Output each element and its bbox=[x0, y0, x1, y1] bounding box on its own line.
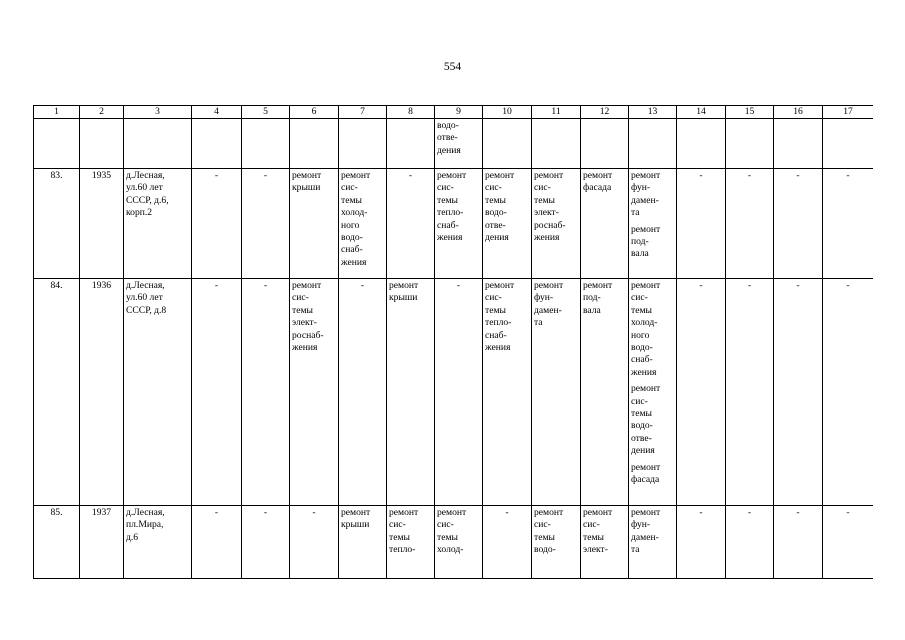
table-cell bbox=[532, 119, 581, 169]
column-number: 7 bbox=[339, 106, 387, 119]
cell-text-line: под- bbox=[583, 292, 601, 304]
table-cell bbox=[726, 506, 774, 579]
cell-text-line: элект- bbox=[534, 207, 559, 219]
cell-text-line: сис- bbox=[631, 292, 648, 304]
column-number: 10 bbox=[483, 106, 532, 119]
column-number: 9 bbox=[435, 106, 483, 119]
table-row bbox=[34, 506, 874, 579]
cell-text-line: темы bbox=[631, 408, 652, 420]
cell-text-line: отве- bbox=[485, 219, 506, 231]
cell-text-line: ул.60 лет bbox=[126, 182, 163, 194]
cell-text-block bbox=[36, 280, 77, 292]
cell-text-line: тепло- bbox=[389, 544, 416, 556]
cell-text-line: сис- bbox=[292, 292, 309, 304]
cell-text-block bbox=[728, 170, 771, 182]
table-cell bbox=[387, 279, 435, 506]
table-cell bbox=[339, 279, 387, 506]
cell-text-line: темы bbox=[437, 531, 458, 543]
cell-text-block bbox=[825, 280, 871, 292]
cell-text-line: водо- bbox=[631, 420, 653, 432]
page-number: 554 bbox=[443, 61, 462, 73]
cell-text-line: та bbox=[631, 544, 640, 556]
cell-text-line: д.6 bbox=[126, 531, 139, 543]
table-cell bbox=[339, 119, 387, 169]
cell-text-line: темы bbox=[485, 194, 506, 206]
cell-text-line: водо- bbox=[485, 207, 507, 219]
table-cell bbox=[629, 279, 677, 506]
table-cell bbox=[629, 169, 677, 279]
cell-text-line: снаб- bbox=[631, 354, 653, 366]
table-cell bbox=[435, 169, 483, 279]
cell-text-line: жения bbox=[341, 256, 367, 268]
cell-text-block bbox=[292, 170, 336, 195]
table-cell bbox=[34, 169, 80, 279]
table-cell bbox=[677, 506, 726, 579]
cell-text-line: ремонт bbox=[292, 280, 322, 291]
cell-text-line: ремонт bbox=[341, 507, 371, 518]
table-cell bbox=[339, 169, 387, 279]
cell-text-line: сис- bbox=[437, 182, 454, 194]
cell-text-block bbox=[583, 280, 626, 317]
table-cell bbox=[80, 279, 124, 506]
cell-text-line: - bbox=[214, 280, 219, 291]
table-cell bbox=[581, 169, 629, 279]
table-cell bbox=[823, 506, 874, 579]
cell-text-block bbox=[244, 170, 287, 182]
cell-text-block bbox=[341, 507, 384, 532]
cell-text-line: отве- bbox=[631, 432, 652, 444]
cell-text-block bbox=[631, 462, 674, 487]
cell-text-line: 84. bbox=[50, 280, 63, 291]
cell-text-block bbox=[126, 280, 189, 317]
cell-text-line: - bbox=[796, 280, 800, 291]
cell-text-line: отве- bbox=[437, 132, 458, 144]
cell-text-block bbox=[631, 170, 674, 220]
cell-text-line: - bbox=[796, 170, 800, 181]
table-cell bbox=[435, 506, 483, 579]
table-cell bbox=[532, 169, 581, 279]
table-cell bbox=[242, 119, 290, 169]
cell-text-line: ного bbox=[631, 329, 650, 341]
cell-text-line: д.Лесная, bbox=[126, 170, 165, 181]
cell-text-line: СССР, д.6, bbox=[126, 194, 169, 206]
cell-text-line: холод- bbox=[437, 544, 464, 556]
cell-text-line: темы bbox=[631, 304, 652, 316]
cell-text-line: роснаб- bbox=[534, 219, 566, 231]
table-cell bbox=[483, 169, 532, 279]
table-cell bbox=[387, 169, 435, 279]
cell-text-block bbox=[36, 507, 77, 519]
cell-text-line: ремонт bbox=[631, 280, 661, 291]
cell-text-line: ремонт bbox=[341, 170, 371, 181]
cell-text-line: ремонт bbox=[437, 170, 467, 181]
table-cell bbox=[532, 279, 581, 506]
cell-text-block bbox=[485, 507, 529, 519]
cell-text-block bbox=[126, 170, 189, 220]
table-cell bbox=[774, 169, 823, 279]
cell-text-line: жения bbox=[437, 232, 463, 244]
cell-text-line: фун- bbox=[631, 182, 651, 194]
cell-text-line: фун- bbox=[534, 292, 554, 304]
table-row bbox=[34, 279, 874, 506]
cell-text-line: ремонт bbox=[583, 507, 613, 518]
table-cell bbox=[34, 119, 80, 169]
cell-text-line: жения bbox=[485, 342, 511, 354]
table-cell bbox=[242, 279, 290, 506]
column-number: 5 bbox=[242, 106, 290, 119]
cell-text-line: водо- bbox=[534, 544, 556, 556]
cell-text-line: - bbox=[846, 280, 850, 291]
cell-text-line: дамен- bbox=[631, 531, 659, 543]
table-cell bbox=[483, 119, 532, 169]
cell-text-line: снаб- bbox=[341, 244, 363, 256]
cell-text-block bbox=[825, 507, 871, 519]
cell-text-line: сис- bbox=[437, 519, 454, 531]
cell-text-line: корп.2 bbox=[126, 207, 153, 219]
cell-text-line: дения bbox=[485, 232, 509, 244]
cell-text-line: ремонт bbox=[389, 280, 419, 291]
cell-text-line: ремонт bbox=[437, 507, 467, 518]
table-cell bbox=[483, 506, 532, 579]
column-number: 1 bbox=[34, 106, 80, 119]
table-cell bbox=[774, 506, 823, 579]
column-number: 2 bbox=[80, 106, 124, 119]
cell-text-block bbox=[341, 170, 384, 269]
cell-text-line: ремонт bbox=[534, 507, 564, 518]
cell-text-line: ремонт bbox=[631, 170, 661, 181]
table-cell bbox=[192, 506, 242, 579]
table-cell bbox=[290, 169, 339, 279]
cell-text-line: - bbox=[263, 170, 268, 181]
cell-text-block bbox=[389, 280, 432, 305]
cell-text-line: холод- bbox=[341, 207, 368, 219]
column-number: 12 bbox=[581, 106, 629, 119]
table-cell bbox=[483, 279, 532, 506]
column-number: 11 bbox=[532, 106, 581, 119]
cell-text-line: элект- bbox=[583, 544, 608, 556]
table-cell bbox=[581, 506, 629, 579]
cell-text-line: - bbox=[263, 280, 268, 291]
cell-text-block bbox=[437, 170, 480, 244]
table-cell bbox=[124, 119, 192, 169]
cell-text-line: - bbox=[505, 507, 509, 518]
cell-text-line: дения bbox=[631, 445, 655, 457]
cell-text-block bbox=[292, 507, 336, 519]
cell-text-block bbox=[244, 507, 287, 519]
cell-text-line: дамен- bbox=[534, 304, 562, 316]
cell-text-block bbox=[679, 280, 723, 292]
table-row bbox=[34, 119, 874, 169]
cell-text-line: ремонт bbox=[292, 170, 322, 181]
table-cell bbox=[192, 119, 242, 169]
table-cell bbox=[532, 506, 581, 579]
cell-text-block bbox=[194, 280, 239, 292]
cell-text-line: - bbox=[214, 170, 219, 181]
cell-text-line: сис- bbox=[583, 519, 600, 531]
cell-text-line: - bbox=[263, 507, 268, 518]
table-cell bbox=[726, 279, 774, 506]
cell-text-line: водо- bbox=[341, 232, 363, 244]
table-cell bbox=[80, 169, 124, 279]
cell-text-block bbox=[82, 280, 121, 292]
repair-schedule-table bbox=[33, 105, 873, 579]
table-cell bbox=[677, 169, 726, 279]
cell-text-line: ремонт bbox=[583, 170, 613, 181]
cell-text-block bbox=[631, 224, 674, 261]
cell-text-line: ремонт bbox=[631, 383, 661, 395]
cell-text-line: ул.60 лет bbox=[126, 292, 163, 304]
cell-text-line: ного bbox=[341, 219, 360, 231]
cell-text-line: дамен- bbox=[631, 194, 659, 206]
cell-text-block bbox=[679, 507, 723, 519]
cell-text-line: ремонт bbox=[534, 280, 564, 291]
table-cell bbox=[192, 279, 242, 506]
cell-text-line: - bbox=[312, 507, 316, 518]
table-cell bbox=[677, 279, 726, 506]
cell-text-block bbox=[631, 507, 674, 557]
table-cell bbox=[823, 279, 874, 506]
cell-text-block bbox=[534, 280, 578, 330]
cell-text-line: крыши bbox=[389, 292, 418, 304]
cell-text-line: - bbox=[699, 280, 703, 291]
cell-text-line: вала bbox=[631, 248, 649, 260]
cell-text-line: фасада bbox=[631, 474, 660, 486]
cell-text-block bbox=[437, 507, 480, 557]
cell-text-block bbox=[244, 280, 287, 292]
table-cell bbox=[629, 119, 677, 169]
cell-text-block bbox=[82, 507, 121, 519]
cell-text-line: темы bbox=[534, 531, 555, 543]
cell-text-line: снаб- bbox=[437, 219, 459, 231]
cell-text-line: 1935 bbox=[91, 170, 112, 181]
table-cell bbox=[774, 119, 823, 169]
cell-text-line: водо- bbox=[437, 120, 459, 131]
cell-text-line: ремонт bbox=[631, 223, 661, 235]
cell-text-line: фасада bbox=[583, 182, 612, 194]
cell-text-line: - bbox=[360, 280, 365, 291]
cell-text-line: 85. bbox=[50, 507, 63, 518]
cell-text-line: холод- bbox=[631, 317, 658, 329]
cell-text-line: - bbox=[214, 507, 219, 518]
cell-text-line: та bbox=[631, 207, 640, 219]
table-cell bbox=[774, 279, 823, 506]
cell-text-line: крыши bbox=[292, 182, 321, 194]
cell-text-line: - bbox=[747, 507, 752, 518]
cell-text-block bbox=[534, 170, 578, 244]
cell-text-line: жения bbox=[292, 342, 318, 354]
cell-text-line: ремонт bbox=[485, 280, 515, 291]
cell-text-line: темы bbox=[485, 304, 506, 316]
cell-text-line: жения bbox=[534, 232, 560, 244]
cell-text-line: та bbox=[534, 317, 543, 329]
cell-text-line: вала bbox=[583, 304, 601, 316]
cell-text-line: - bbox=[747, 280, 752, 291]
cell-text-line: 1936 bbox=[91, 280, 112, 291]
cell-text-line: - bbox=[456, 280, 461, 291]
cell-text-line: 1937 bbox=[91, 507, 112, 518]
cell-text-block bbox=[126, 507, 189, 544]
table-cell bbox=[290, 119, 339, 169]
column-number: 17 bbox=[823, 106, 874, 119]
cell-text-line: ремонт bbox=[631, 507, 661, 518]
cell-text-line: - bbox=[796, 507, 800, 518]
cell-text-line: ремонт bbox=[631, 461, 661, 473]
table-row bbox=[34, 169, 874, 279]
column-number: 14 bbox=[677, 106, 726, 119]
table-cell bbox=[823, 119, 874, 169]
table-cell bbox=[581, 279, 629, 506]
cell-text-line: сис- bbox=[485, 182, 502, 194]
column-number: 13 bbox=[629, 106, 677, 119]
cell-text-block bbox=[389, 507, 432, 557]
cell-text-line: - bbox=[846, 170, 850, 181]
cell-text-block bbox=[82, 170, 121, 182]
cell-text-line: - bbox=[699, 507, 703, 518]
table-cell bbox=[435, 279, 483, 506]
column-number: 8 bbox=[387, 106, 435, 119]
cell-text-line: тепло- bbox=[485, 317, 512, 329]
table-cell bbox=[435, 119, 483, 169]
cell-text-line: сис- bbox=[534, 182, 551, 194]
cell-text-line: - bbox=[408, 170, 413, 181]
cell-text-line: д.Лесная, bbox=[126, 280, 165, 291]
cell-text-block bbox=[631, 280, 674, 379]
cell-text-block bbox=[825, 170, 871, 182]
cell-text-line: - bbox=[846, 507, 850, 518]
cell-text-block bbox=[679, 170, 723, 182]
table-cell bbox=[387, 506, 435, 579]
cell-text-line: д.Лесная, bbox=[126, 507, 165, 518]
table-cell bbox=[629, 506, 677, 579]
table-cell bbox=[124, 279, 192, 506]
cell-text-line: темы bbox=[341, 194, 362, 206]
cell-text-line: пл.Мира, bbox=[126, 519, 164, 531]
table-cell bbox=[387, 119, 435, 169]
cell-text-block bbox=[485, 280, 529, 354]
table-cell bbox=[242, 506, 290, 579]
cell-text-block bbox=[389, 170, 432, 182]
table-cell bbox=[823, 169, 874, 279]
cell-text-block bbox=[36, 170, 77, 182]
cell-text-block bbox=[194, 507, 239, 519]
table-cell bbox=[80, 506, 124, 579]
cell-text-line: жения bbox=[631, 366, 657, 378]
cell-text-line: роснаб- bbox=[292, 329, 324, 341]
cell-text-block bbox=[194, 170, 239, 182]
cell-text-line: 83. bbox=[50, 170, 63, 181]
cell-text-line: снаб- bbox=[485, 329, 507, 341]
cell-text-line: сис- bbox=[631, 395, 648, 407]
table-cell bbox=[34, 506, 80, 579]
cell-text-line: сис- bbox=[534, 519, 551, 531]
cell-text-block bbox=[341, 280, 384, 292]
cell-text-line: ремонт bbox=[534, 170, 564, 181]
table-cell bbox=[290, 279, 339, 506]
cell-text-block bbox=[728, 507, 771, 519]
cell-text-block bbox=[776, 280, 820, 292]
column-number: 15 bbox=[726, 106, 774, 119]
cell-text-line: - bbox=[747, 170, 752, 181]
cell-text-line: темы bbox=[583, 531, 604, 543]
cell-text-line: под- bbox=[631, 236, 649, 248]
cell-text-block bbox=[437, 120, 480, 157]
column-number-row bbox=[34, 106, 874, 119]
table-cell bbox=[80, 119, 124, 169]
table-cell bbox=[242, 169, 290, 279]
column-number: 16 bbox=[774, 106, 823, 119]
cell-text-line: темы bbox=[437, 194, 458, 206]
cell-text-line: сис- bbox=[389, 519, 406, 531]
cell-text-block bbox=[534, 507, 578, 557]
table-cell bbox=[726, 169, 774, 279]
column-number: 4 bbox=[192, 106, 242, 119]
table-cell bbox=[726, 119, 774, 169]
cell-text-block bbox=[485, 170, 529, 244]
table-cell bbox=[581, 119, 629, 169]
cell-text-line: ремонт bbox=[583, 280, 613, 291]
cell-text-block bbox=[631, 383, 674, 457]
cell-text-line: водо- bbox=[631, 342, 653, 354]
cell-text-line: - bbox=[699, 170, 703, 181]
cell-text-block bbox=[583, 170, 626, 195]
table-cell bbox=[34, 279, 80, 506]
cell-text-block bbox=[292, 280, 336, 354]
cell-text-block bbox=[728, 280, 771, 292]
cell-text-line: тепло- bbox=[437, 207, 464, 219]
column-number: 6 bbox=[290, 106, 339, 119]
cell-text-line: элект- bbox=[292, 317, 317, 329]
cell-text-line: сис- bbox=[485, 292, 502, 304]
table-cell bbox=[124, 506, 192, 579]
cell-text-block bbox=[437, 280, 480, 292]
cell-text-line: крыши bbox=[341, 519, 370, 531]
cell-text-block bbox=[583, 507, 626, 557]
cell-text-line: ремонт bbox=[485, 170, 515, 181]
table-cell bbox=[124, 169, 192, 279]
cell-text-line: темы bbox=[292, 304, 313, 316]
column-number: 3 bbox=[124, 106, 192, 119]
cell-text-block bbox=[776, 170, 820, 182]
table-cell bbox=[290, 506, 339, 579]
table-cell bbox=[677, 119, 726, 169]
cell-text-line: дения bbox=[437, 144, 461, 156]
table-cell bbox=[192, 169, 242, 279]
cell-text-line: ремонт bbox=[389, 507, 419, 518]
cell-text-line: фун- bbox=[631, 519, 651, 531]
cell-text-line: СССР, д.8 bbox=[126, 304, 167, 316]
cell-text-block bbox=[776, 507, 820, 519]
cell-text-line: сис- bbox=[341, 182, 358, 194]
document-table-area bbox=[33, 105, 873, 592]
cell-text-line: темы bbox=[534, 194, 555, 206]
table-cell bbox=[339, 506, 387, 579]
cell-text-line: темы bbox=[389, 531, 410, 543]
